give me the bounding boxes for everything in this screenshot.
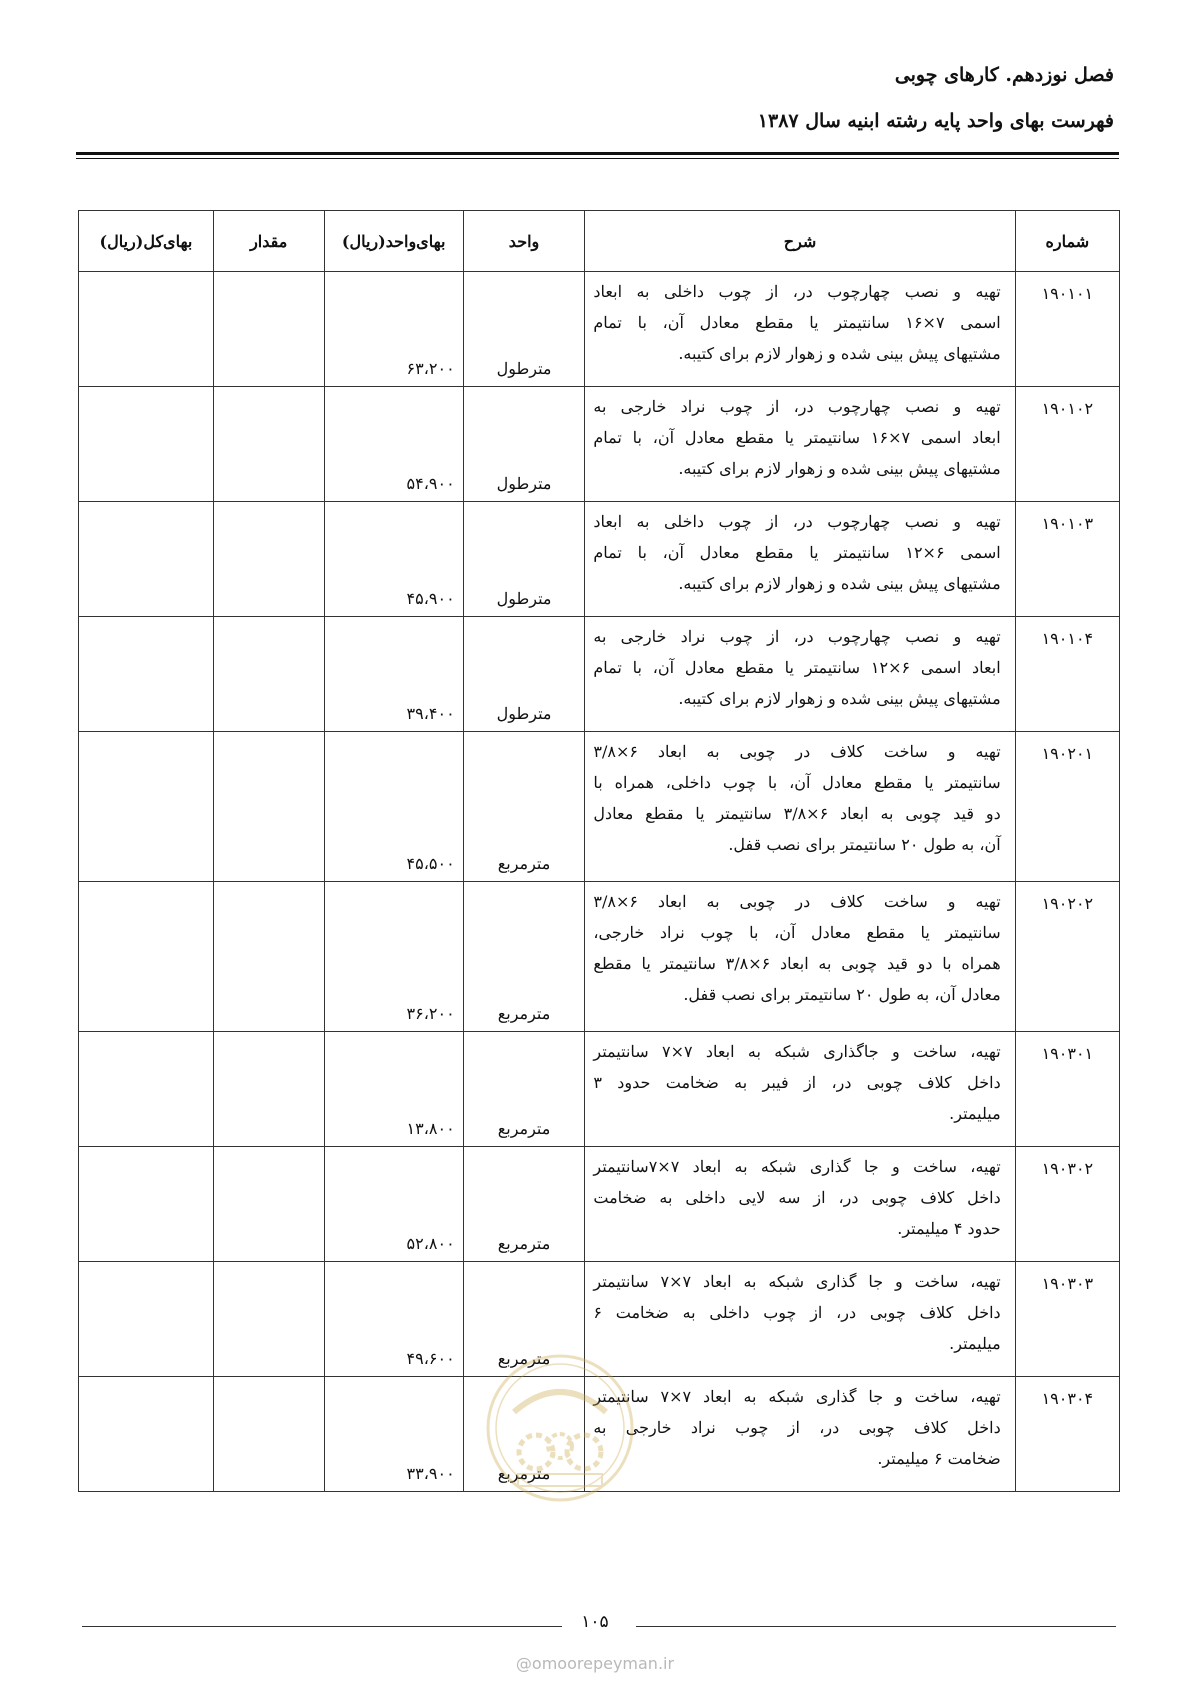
- col-total-header: بهای‌کل(ریال): [79, 211, 214, 272]
- item-unit-cell: مترمربع: [463, 1147, 585, 1262]
- description-line: آن، به طول ۲۰ سانتیمتر برای نصب قفل.: [728, 835, 1001, 854]
- description-line: داخل کلاف چوبی در، از چوب داخلی به ضخامت ۶: [593, 1303, 1001, 1322]
- item-total-cell: [79, 1262, 214, 1377]
- item-unit-cell: مترمربع: [463, 1262, 585, 1377]
- table-row: [79, 1147, 1120, 1262]
- item-total-cell: [79, 1032, 214, 1147]
- item-unit-price-cell: ۳۹،۴۰۰: [324, 617, 463, 732]
- description-line: تهیه، ساخت و جا گذاری شبکه به ابعاد ۷×۷سانتیمتر: [593, 1157, 1001, 1176]
- watermark-seal: [484, 1352, 636, 1504]
- table-row: [79, 1032, 1120, 1147]
- item-code-cell: ۱۹۰۳۰۴: [1015, 1377, 1119, 1492]
- item-quantity-cell: [213, 617, 324, 732]
- item-code-cell: ۱۹۰۱۰۴: [1015, 617, 1119, 732]
- description-line: مشتیهای پیش بینی شده و زهوار لازم برای کتیبه.: [678, 344, 1001, 363]
- item-description-cell: [585, 1032, 1015, 1147]
- description-line: ابعاد اسمی ۶×۱۲ سانتیمتر یا مقطع معادل آن، با تمام: [593, 658, 1001, 677]
- item-unit-price-cell: ۴۹،۶۰۰: [324, 1262, 463, 1377]
- footer-rule-left: [82, 1626, 562, 1627]
- price-list-table: [78, 210, 1120, 1492]
- item-quantity-cell: [213, 272, 324, 387]
- item-unit-cell: مترمربع: [463, 1377, 585, 1492]
- item-total-cell: [79, 882, 214, 1032]
- table-row: [79, 387, 1120, 502]
- item-unit-price-cell: ۳۳،۹۰۰: [324, 1377, 463, 1492]
- item-description-cell: [585, 387, 1015, 502]
- description-line: معادل آن، به طول ۲۰ سانتیمتر برای نصب قفل.: [683, 985, 1001, 1004]
- item-quantity-cell: [213, 1032, 324, 1147]
- description-line: همراه با دو قید چوبی به ابعاد ۶×۳/۸ سانتیمتر یا مقطع: [593, 954, 1001, 973]
- item-code-cell: ۱۹۰۱۰۱: [1015, 272, 1119, 387]
- item-quantity-cell: [213, 387, 324, 502]
- col-desc-header: شرح: [585, 211, 1015, 272]
- item-quantity-cell: [213, 1377, 324, 1492]
- item-quantity-cell: [213, 882, 324, 1032]
- col-code-header: شماره: [1015, 211, 1119, 272]
- description-line: مشتیهای پیش بینی شده و زهوار لازم برای کتیبه.: [678, 689, 1001, 708]
- item-description-cell: [585, 732, 1015, 882]
- col-unit-price-header: بهای‌واحد(ریال): [324, 211, 463, 272]
- item-unit-cell: مترطول: [463, 272, 585, 387]
- item-unit-price-cell: ۳۶،۲۰۰: [324, 882, 463, 1032]
- col-unit-header: واحد: [463, 211, 585, 272]
- description-line: سانتیمتر یا مقطع معادل آن، با چوب نراد خارجی،: [593, 923, 1001, 942]
- description-line: تهیه و ساخت کلاف در چوبی به ابعاد ۶×۳/۸: [593, 892, 1001, 911]
- page-header: [76, 58, 1114, 138]
- description-line: داخل کلاف چوبی در، از فیبر به ضخامت حدود ۳: [593, 1073, 1001, 1092]
- item-description-cell: [585, 272, 1015, 387]
- item-total-cell: [79, 387, 214, 502]
- description-line: میلیمتر.: [949, 1104, 1001, 1123]
- item-code-cell: ۱۹۰۲۰۲: [1015, 882, 1119, 1032]
- item-total-cell: [79, 732, 214, 882]
- item-description-cell: [585, 1147, 1015, 1262]
- description-line: دو قید چوبی به ابعاد ۶×۳/۸ سانتیمتر یا مقطع معادل: [593, 804, 1001, 823]
- header-rule-thick: [76, 152, 1119, 155]
- item-description-cell: [585, 1262, 1015, 1377]
- item-total-cell: [79, 1377, 214, 1492]
- description-line: اسمی ۶×۱۲ سانتیمتر یا مقطع معادل آن، با تمام: [593, 543, 1001, 562]
- description-line: ابعاد اسمی ۷×۱۶ سانتیمتر یا مقطع معادل آن، با تمام: [593, 428, 1001, 447]
- site-watermark-text: @omoorepeyman.ir: [515, 1654, 675, 1673]
- item-total-cell: [79, 502, 214, 617]
- item-quantity-cell: [213, 502, 324, 617]
- item-total-cell: [79, 1147, 214, 1262]
- item-code-cell: ۱۹۰۱۰۳: [1015, 502, 1119, 617]
- document-subtitle: فهرست بهای واحد پایه رشته ابنیه سال ۱۳۸۷: [757, 110, 1114, 132]
- table-header-row: [79, 211, 1120, 272]
- item-code-cell: ۱۹۰۳۰۲: [1015, 1147, 1119, 1262]
- description-line: تهیه و نصب چهارچوب در، از چوب نراد خارجی به: [593, 627, 1001, 646]
- table-row: [79, 502, 1120, 617]
- col-qty-header: مقدار: [213, 211, 324, 272]
- item-unit-price-cell: ۴۵،۵۰۰: [324, 732, 463, 882]
- description-line: تهیه و نصب چهارچوب در، از چوب داخلی به ابعاد: [593, 282, 1001, 301]
- description-line: اسمی ۷×۱۶ سانتیمتر یا مقطع معادل آن، با تمام: [593, 313, 1001, 332]
- description-line: تهیه و ساخت کلاف در چوبی به ابعاد ۶×۳/۸: [593, 742, 1001, 761]
- description-line: داخل کلاف چوبی در، از چوب نراد خارجی به: [593, 1418, 1001, 1437]
- item-code-cell: ۱۹۰۱۰۲: [1015, 387, 1119, 502]
- description-line: تهیه، ساخت و جا گذاری شبکه به ابعاد ۷×۷ سانتیمتر: [593, 1272, 1001, 1291]
- item-description-cell: [585, 1377, 1015, 1492]
- table-row: [79, 272, 1120, 387]
- table-row: [79, 617, 1120, 732]
- item-quantity-cell: [213, 1147, 324, 1262]
- item-unit-cell: مترطول: [463, 387, 585, 502]
- header-rule-thin: [76, 158, 1119, 159]
- item-code-cell: ۱۹۰۳۰۱: [1015, 1032, 1119, 1147]
- item-unit-cell: مترطول: [463, 617, 585, 732]
- item-code-cell: ۱۹۰۲۰۱: [1015, 732, 1119, 882]
- footer-rule-right: [636, 1626, 1116, 1627]
- item-unit-price-cell: ۴۵،۹۰۰: [324, 502, 463, 617]
- page-number: ۱۰۵: [581, 1612, 609, 1632]
- item-unit-cell: مترمربع: [463, 732, 585, 882]
- item-total-cell: [79, 617, 214, 732]
- item-unit-cell: مترمربع: [463, 882, 585, 1032]
- item-total-cell: [79, 272, 214, 387]
- description-line: تهیه، ساخت و جاگذاری شبکه به ابعاد ۷×۷ سانتیمتر: [593, 1042, 1001, 1061]
- description-line: مشتیهای پیش بینی شده و زهوار لازم برای کتیبه.: [678, 574, 1001, 593]
- item-unit-cell: مترطول: [463, 502, 585, 617]
- item-description-cell: [585, 882, 1015, 1032]
- item-unit-price-cell: ۱۳،۸۰۰: [324, 1032, 463, 1147]
- item-unit-cell: مترمربع: [463, 1032, 585, 1147]
- item-description-cell: [585, 502, 1015, 617]
- description-line: سانتیمتر یا مقطع معادل آن، با چوب داخلی، همراه با: [593, 773, 1001, 792]
- item-unit-price-cell: ۵۴،۹۰۰: [324, 387, 463, 502]
- description-line: داخل کلاف چوبی در، از سه لایی داخلی به ضخامت: [593, 1188, 1001, 1207]
- item-unit-price-cell: ۶۳،۲۰۰: [324, 272, 463, 387]
- description-line: تهیه، ساخت و جا گذاری شبکه به ابعاد ۷×۷ سانتیمتر: [593, 1387, 1001, 1406]
- description-line: مشتیهای پیش بینی شده و زهوار لازم برای کتیبه.: [678, 459, 1001, 478]
- table-row: [79, 732, 1120, 882]
- item-quantity-cell: [213, 732, 324, 882]
- chapter-title: فصل نوزدهم. کارهای چوبی: [894, 64, 1114, 86]
- item-unit-price-cell: ۵۲،۸۰۰: [324, 1147, 463, 1262]
- description-line: تهیه و نصب چهارچوب در، از چوب داخلی به ابعاد: [593, 512, 1001, 531]
- item-quantity-cell: [213, 1262, 324, 1377]
- description-line: میلیمتر.: [949, 1334, 1001, 1353]
- description-line: ضخامت ۶ میلیمتر.: [877, 1449, 1001, 1468]
- description-line: حدود ۴ میلیمتر.: [897, 1219, 1001, 1238]
- item-description-cell: [585, 617, 1015, 732]
- item-code-cell: ۱۹۰۳۰۳: [1015, 1262, 1119, 1377]
- table-row: [79, 882, 1120, 1032]
- description-line: تهیه و نصب چهارچوب در، از چوب نراد خارجی به: [593, 397, 1001, 416]
